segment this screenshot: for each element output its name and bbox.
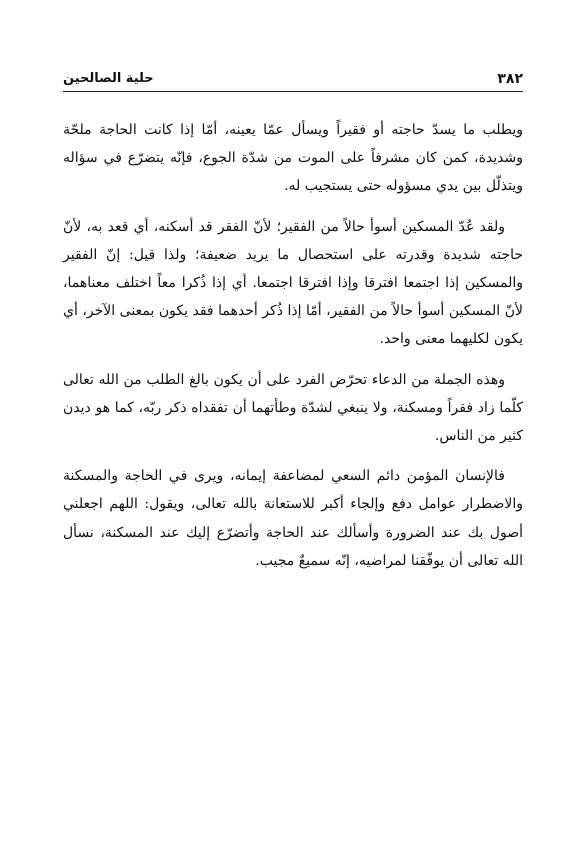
body-text — [63, 116, 523, 587]
book-title: حلية الصالحين — [63, 71, 154, 86]
paragraph-4: فالإنسان المؤمن دائم السعي لمضاعفة إيمانه، ويرى في الحاجة والمسكنة والاضطرار عوامل دفع وإلجاء أكبر للاستعانة بالله تعالى، ويقول: اللهم اجعلني أصول بك عند الضرورة وأسألك عند الحاجة وأتضرّع إليك عند المسكنة، نسأل الله تعالى أن يوفّقنا لمراضيه، إنّه سميعٌ مجيب. — [63, 468, 523, 569]
page-number: ٣٨٢ — [497, 71, 523, 87]
paragraph-1: ويطلب ما يسدّ حاجته أو فقيراً ويسأل عمّا يعينه، أمّا إذا كانت الحاجة ملحّة وشديدة، كمن كان مشرفاً على الموت من شدّة الجوع، فإنّه يتضرّع في سؤاله ويتذلّل بين يدي مسؤوله حتى يستجيب له. — [63, 122, 523, 195]
running-header — [63, 66, 523, 88]
paragraph-2: ولقد عُدّ المسكين أسوأ حالاً من الفقير؛ لأنّ الفقر قد أسكنه، أي قعد به، لأنّ حاجته شديدة وقدرته على استحصال ما يريد ضعيفة؛ ولذا قيل: إنّ الفقير والمسكين إذا اجتمعا افترقا وإذا افترقا اجتمعا. أي إذا ذُكرا معاً اختلف معناهما، لأنّ المسكين أسوأ حالاً من الفقير، أمّا إذا ذُكر أحدهما فقد يكون بمعنى الآخر، أي يكون لكليهما معنى واحد. — [63, 218, 523, 348]
header-divider — [63, 91, 523, 92]
paragraph-3: وهذه الجملة من الدعاء تحرّض الفرد على أن يكون بالغ الطلب من الله تعالى كلّما زاد فقراً ومسكنة، ولا ينبغي لشدّة وطأتهما أن تفقداه ذكر ربّه، كما هو ديدن كثير من الناس. — [63, 371, 523, 445]
